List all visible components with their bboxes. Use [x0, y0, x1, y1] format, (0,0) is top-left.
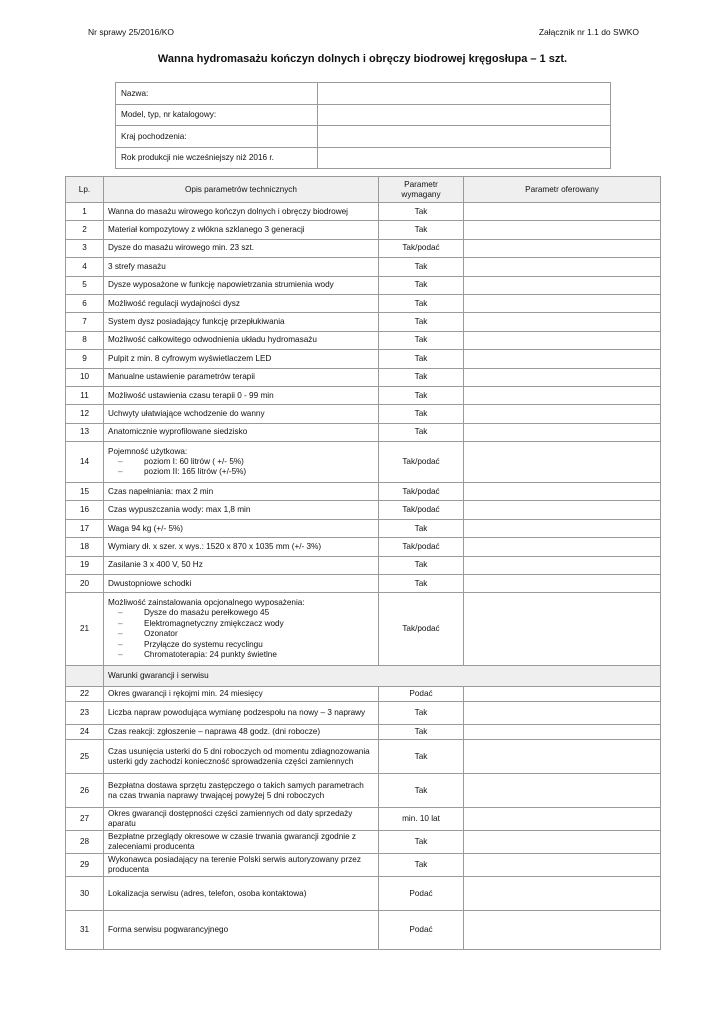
row-description	[104, 294, 379, 312]
row-description	[104, 687, 379, 702]
row-number: 8	[66, 331, 104, 349]
row-number: 23	[66, 702, 104, 725]
column-header-required	[379, 177, 464, 203]
dash-bullet-icon: –	[118, 467, 123, 477]
table-row	[66, 313, 661, 331]
table-row	[66, 405, 661, 423]
table-row	[66, 276, 661, 294]
row-offered	[464, 808, 661, 831]
dash-bullet-icon: –	[118, 618, 123, 628]
row-description	[104, 725, 379, 740]
row-number: 13	[66, 423, 104, 441]
row-description	[104, 350, 379, 368]
table-row	[66, 239, 661, 257]
row-required: Tak	[379, 221, 464, 239]
row-required: Podać	[379, 877, 464, 911]
row-required: Tak	[379, 725, 464, 740]
row-offered	[464, 203, 661, 221]
row-required: Tak/podać	[379, 483, 464, 501]
row-description-text: Uchwyty ułatwiające wchodzenie do wanny	[108, 408, 265, 418]
row-description-text: Wanna do masażu wirowego kończyn dolnych i obręczy biodrowej	[108, 206, 348, 216]
row-offered	[464, 294, 661, 312]
row-description-text: Czas reakcji: zgłoszenie – naprawa 48 godz. (dni robocze)	[108, 727, 321, 737]
row-number: 12	[66, 405, 104, 423]
row-required: Tak/podać	[379, 538, 464, 556]
row-number: 22	[66, 687, 104, 702]
row-offered	[464, 519, 661, 537]
info-row	[116, 104, 611, 126]
row-offered	[464, 221, 661, 239]
row-offered	[464, 774, 661, 808]
sub-list-item	[118, 629, 374, 639]
row-number: 31	[66, 911, 104, 950]
row-description-text: Wymiary dł. x szer. x wys.: 1520 x 870 x 1035 mm (+/- 3%)	[108, 541, 322, 551]
dash-bullet-icon: –	[118, 650, 123, 660]
row-number: 4	[66, 258, 104, 276]
column-header-offered: Parametr oferowany	[464, 177, 661, 203]
row-required: Tak	[379, 258, 464, 276]
section-lp	[66, 666, 104, 687]
row-number: 28	[66, 831, 104, 854]
table-row	[66, 538, 661, 556]
table-row	[66, 442, 661, 483]
row-number: 21	[66, 593, 104, 666]
row-description	[104, 368, 379, 386]
sub-list-item	[118, 608, 374, 618]
row-offered	[464, 911, 661, 950]
info-row	[116, 83, 611, 105]
row-description	[104, 221, 379, 239]
table-row	[66, 593, 661, 666]
row-number: 24	[66, 725, 104, 740]
row-description-text: Manualne ustawienie parametrów terapii	[108, 372, 255, 382]
table-row	[66, 350, 661, 368]
row-description	[104, 313, 379, 331]
row-number: 27	[66, 808, 104, 831]
row-required: Tak/podać	[379, 239, 464, 257]
row-number: 5	[66, 276, 104, 294]
row-offered	[464, 687, 661, 702]
dash-bullet-icon: –	[118, 456, 123, 466]
row-required: Tak	[379, 702, 464, 725]
sub-list-text: Elektromagnetyczny zmiękczacz wody	[144, 618, 284, 628]
row-offered	[464, 854, 661, 877]
row-description-text: Możliwość regulacji wydajności dysz	[108, 298, 240, 308]
info-value	[318, 104, 611, 126]
row-offered	[464, 483, 661, 501]
table-row	[66, 258, 661, 276]
row-offered	[464, 740, 661, 774]
row-description	[104, 575, 379, 593]
info-label: Rok produkcji nie wcześniejszy niż 2016 r.	[116, 147, 318, 169]
row-required: Tak/podać	[379, 593, 464, 666]
row-required: Tak/podać	[379, 501, 464, 519]
row-description	[104, 774, 379, 808]
sub-list-text: Chromatoterapia: 24 punkty świetlne	[144, 650, 277, 660]
row-description-text: Bezpłatne przeglądy okresowe w czasie trwania gwarancji zgodnie z zaleceniami producenta	[108, 832, 357, 852]
row-number: 20	[66, 575, 104, 593]
row-description	[104, 386, 379, 404]
row-description-text: 3 strefy masażu	[108, 261, 166, 271]
row-number: 14	[66, 442, 104, 483]
row-required: Tak	[379, 294, 464, 312]
sub-list-item	[118, 640, 374, 650]
table-row	[66, 294, 661, 312]
column-header-description: Opis parametrów technicznych	[104, 177, 379, 203]
row-number: 15	[66, 483, 104, 501]
row-description	[104, 203, 379, 221]
table-row	[66, 575, 661, 593]
row-required: min. 10 lat	[379, 808, 464, 831]
sub-list	[108, 457, 374, 478]
row-offered	[464, 313, 661, 331]
sub-list-item	[118, 650, 374, 660]
table-row	[66, 501, 661, 519]
row-number: 17	[66, 519, 104, 537]
sub-list-item	[118, 467, 374, 477]
row-description	[104, 702, 379, 725]
row-offered	[464, 350, 661, 368]
row-description	[104, 276, 379, 294]
row-required: Tak	[379, 556, 464, 574]
row-offered	[464, 368, 661, 386]
row-required: Podać	[379, 687, 464, 702]
table-row	[66, 221, 661, 239]
row-required: Tak	[379, 331, 464, 349]
row-number: 25	[66, 740, 104, 774]
row-description-text: Pulpit z min. 8 cyfrowym wyświetlaczem LED	[108, 353, 272, 363]
sub-list-text: poziom II: 165 litrów (+/-5%)	[144, 467, 247, 477]
row-required: Tak/podać	[379, 442, 464, 483]
table-row	[66, 687, 661, 702]
sub-list-text: Dysze do masażu perełkowego 45	[144, 608, 270, 618]
table-row	[66, 702, 661, 725]
row-description-text: Okres gwarancji dostępności części zamiennych od daty sprzedaży aparatu	[108, 809, 353, 829]
row-number: 2	[66, 221, 104, 239]
row-description-text: Liczba napraw powodująca wymianę podzespołu na nowy – 3 naprawy	[108, 708, 366, 718]
product-info-table	[115, 82, 611, 169]
row-number: 16	[66, 501, 104, 519]
row-offered	[464, 593, 661, 666]
table-row	[66, 740, 661, 774]
row-number: 1	[66, 203, 104, 221]
row-offered	[464, 877, 661, 911]
row-offered	[464, 423, 661, 441]
info-value	[318, 126, 611, 148]
row-description	[104, 442, 379, 483]
row-offered	[464, 331, 661, 349]
row-required: Tak	[379, 519, 464, 537]
row-description	[104, 423, 379, 441]
table-row	[66, 774, 661, 808]
table-row	[66, 423, 661, 441]
row-description	[104, 556, 379, 574]
column-header-required-line2: wymagany	[401, 189, 441, 199]
row-description	[104, 331, 379, 349]
sub-list-item	[118, 619, 374, 629]
row-offered	[464, 239, 661, 257]
row-number: 29	[66, 854, 104, 877]
dash-bullet-icon: –	[118, 608, 123, 618]
table-row	[66, 556, 661, 574]
row-offered	[464, 501, 661, 519]
info-label: Nazwa:	[116, 83, 318, 105]
row-description-text: Czas wypuszczania wody: max 1,8 min	[108, 505, 251, 515]
row-description-text: Możliwość ustawienia czasu terapii 0 - 99 min	[108, 390, 274, 400]
row-description-text: System dysz posiadający funkcję przepłukiwania	[108, 317, 285, 327]
row-number: 18	[66, 538, 104, 556]
row-required: Tak	[379, 575, 464, 593]
info-value	[318, 83, 611, 105]
row-offered	[464, 575, 661, 593]
row-number: 3	[66, 239, 104, 257]
dash-bullet-icon: –	[118, 639, 123, 649]
info-row	[116, 126, 611, 148]
row-description-text: Waga 94 kg (+/- 5%)	[108, 523, 184, 533]
table-row	[66, 368, 661, 386]
table-row	[66, 331, 661, 349]
row-description	[104, 593, 379, 666]
row-required: Tak	[379, 368, 464, 386]
row-description	[104, 405, 379, 423]
row-description	[104, 740, 379, 774]
row-description	[104, 538, 379, 556]
row-required: Tak	[379, 774, 464, 808]
row-description-text: Wykonawca posiadający na terenie Polski serwis autoryzowany przez producenta	[108, 855, 361, 875]
row-description	[104, 911, 379, 950]
table-row	[66, 808, 661, 831]
column-header-required-line1: Parametr	[404, 179, 438, 189]
row-offered	[464, 405, 661, 423]
row-description-text: Pojemność użytkowa:	[108, 446, 188, 456]
sub-list-text: Przyłącze do systemu recyclingu	[144, 639, 263, 649]
sub-list-item	[118, 457, 374, 467]
row-description-text: Możliwość zainstalowania opcjonalnego wyposażenia:	[108, 598, 305, 608]
case-number: Nr sprawy 25/2016/KO	[88, 27, 174, 37]
attachment-label: Załącznik nr 1.1 do SWKO	[538, 27, 639, 37]
row-number: 30	[66, 877, 104, 911]
row-number: 26	[66, 774, 104, 808]
table-row	[66, 854, 661, 877]
column-header-lp: Lp.	[66, 177, 104, 203]
info-label: Kraj pochodzenia:	[116, 126, 318, 148]
row-description-text: Czas usunięcia usterki do 5 dni roboczych od momentu zdiagnozowania usterki gdy zachodzi konieczność sprowadzenia części zamiennych	[108, 746, 370, 766]
row-description-text: Dysze wyposażone w funkcję napowietrzania strumienia wody	[108, 280, 334, 290]
row-description-text: Bezpłatna dostawa sprzętu zastępczego o takich samych parametrach na czas trwania naprawy trwającej powyżej 5 dni roboczych	[108, 780, 364, 800]
row-offered	[464, 386, 661, 404]
row-number: 10	[66, 368, 104, 386]
row-description	[104, 808, 379, 831]
row-required: Tak	[379, 423, 464, 441]
row-offered	[464, 556, 661, 574]
section-title: Warunki gwarancji i serwisu	[104, 666, 661, 687]
section-row	[66, 666, 661, 687]
row-description-text: Dwustopniowe schodki	[108, 578, 192, 588]
row-number: 6	[66, 294, 104, 312]
info-row	[116, 147, 611, 169]
row-required: Tak	[379, 203, 464, 221]
row-description	[104, 258, 379, 276]
page-title: Wanna hydromasażu kończyn dolnych i obręczy biodrowej kręgosłupa – 1 szt.	[157, 53, 568, 65]
row-description-text: Materiał kompozytowy z włókna szklanego 3 generacji	[108, 225, 305, 235]
row-description	[104, 854, 379, 877]
sub-list-text: Ozonator	[144, 629, 178, 639]
row-description-text: Forma serwisu pogwarancyjnego	[108, 925, 229, 935]
row-description-text: Okres gwarancji i rękojmi min. 24 miesięcy	[108, 689, 263, 699]
row-required: Podać	[379, 911, 464, 950]
row-description	[104, 501, 379, 519]
row-description-text: Zasilanie 3 x 400 V, 50 Hz	[108, 560, 203, 570]
table-row	[66, 831, 661, 854]
row-required: Tak	[379, 313, 464, 331]
row-description	[104, 519, 379, 537]
row-offered	[464, 725, 661, 740]
row-offered	[464, 276, 661, 294]
row-description	[104, 831, 379, 854]
row-description	[104, 877, 379, 911]
info-label: Model, typ, nr katalogowy:	[116, 104, 318, 126]
row-required: Tak	[379, 405, 464, 423]
row-description-text: Czas napełniania: max 2 min	[108, 486, 214, 496]
row-number: 11	[66, 386, 104, 404]
row-description-text: Możliwość całkowitego odwodnienia układu hydromasażu	[108, 335, 317, 345]
row-offered	[464, 831, 661, 854]
sub-list	[108, 608, 374, 660]
row-offered	[464, 538, 661, 556]
row-description-text: Anatomicznie wyprofilowane siedzisko	[108, 427, 248, 437]
table-row	[66, 386, 661, 404]
row-required: Tak	[379, 350, 464, 368]
row-description	[104, 239, 379, 257]
row-required: Tak	[379, 740, 464, 774]
row-required: Tak	[379, 386, 464, 404]
table-row	[66, 483, 661, 501]
dash-bullet-icon: –	[118, 629, 123, 639]
row-required: Tak	[379, 831, 464, 854]
table-row	[66, 519, 661, 537]
row-description	[104, 483, 379, 501]
row-number: 19	[66, 556, 104, 574]
table-row	[66, 877, 661, 911]
row-description-text: Dysze do masażu wirowego min. 23 szt.	[108, 243, 255, 253]
row-offered	[464, 702, 661, 725]
parameters-table	[65, 176, 661, 950]
row-number: 7	[66, 313, 104, 331]
row-description-text: Lokalizacja serwisu (adres, telefon, osoba kontaktowa)	[108, 888, 307, 898]
row-offered	[464, 442, 661, 483]
row-required: Tak	[379, 854, 464, 877]
table-row	[66, 203, 661, 221]
table-row	[66, 911, 661, 950]
row-number: 9	[66, 350, 104, 368]
table-row	[66, 725, 661, 740]
sub-list-text: poziom I: 60 litrów ( +/- 5%)	[144, 456, 244, 466]
row-offered	[464, 258, 661, 276]
info-value	[318, 147, 611, 169]
row-required: Tak	[379, 276, 464, 294]
